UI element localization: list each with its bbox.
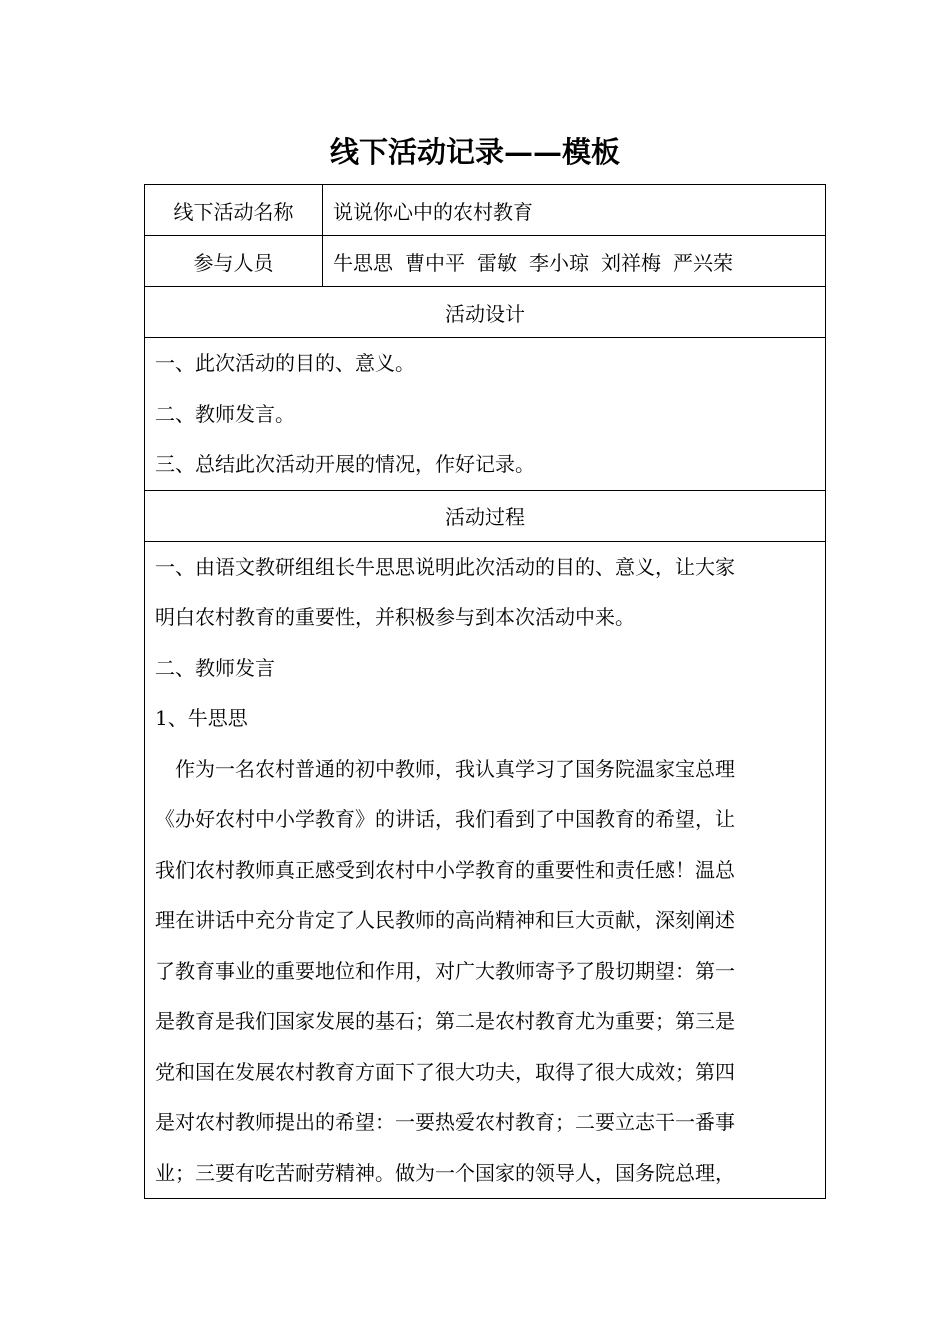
participant-name: 曹中平 xyxy=(405,250,465,275)
activity-name-label: 线下活动名称 xyxy=(145,185,323,236)
process-line: 一、由语文教研组组长牛思思说明此次活动的目的、意义，让大家 xyxy=(155,554,735,579)
process-content xyxy=(145,541,826,1199)
process-line: 我们农村教师真正感受到农村中小学教育的重要性和责任感！温总 xyxy=(155,857,735,882)
process-line: 《办好农村中小学教育》的讲话，我们看到了中国教育的希望，让 xyxy=(155,807,735,831)
process-line: 党和国在发展农村教育方面下了很大功夫，取得了很大成效；第四 xyxy=(155,1059,735,1084)
participant-name: 牛思思 xyxy=(333,250,393,275)
participant-name: 刘祥梅 xyxy=(601,250,661,275)
process-line: 作为一名农村普通的初中教师，我认真学习了国务院温家宝总理 xyxy=(175,756,735,781)
process-line: 二、教师发言 xyxy=(155,655,275,680)
design-item: 一、此次活动的目的、意义。 xyxy=(155,351,415,375)
process-line: 了教育事业的重要地位和作用，对广大教师寄予了殷切期望：第一 xyxy=(155,958,735,983)
process-line: 业；三要有吃苦耐劳精神。做为一个国家的领导人，国务院总理， xyxy=(155,1160,735,1185)
design-heading-row xyxy=(145,287,826,338)
process-content-row xyxy=(145,541,826,1199)
participant-name: 严兴荣 xyxy=(673,250,733,275)
design-content xyxy=(145,338,826,491)
participants-row xyxy=(145,236,826,287)
participant-name: 雷敏 xyxy=(477,250,517,275)
process-line: 是对农村教师提出的希望：一要热爱农村教育；二要立志干一番事 xyxy=(155,1110,735,1134)
design-content-row xyxy=(145,338,826,491)
process-line: 是教育是我们国家发展的基石；第二是农村教育尤为重要；第三是 xyxy=(155,1009,735,1033)
activity-name-row xyxy=(145,185,826,236)
design-heading: 活动设计 xyxy=(145,287,826,338)
participants-value xyxy=(323,236,826,287)
process-line: 明白农村教育的重要性，并积极参与到本次活动中来。 xyxy=(155,605,635,629)
participant-name: 李小琼 xyxy=(529,250,589,275)
activity-name-value: 说说你心中的农村教育 xyxy=(323,185,826,236)
process-heading: 活动过程 xyxy=(145,490,826,541)
design-item: 二、教师发言。 xyxy=(155,401,295,426)
activity-record-table xyxy=(144,184,826,1199)
participants-label: 参与人员 xyxy=(145,236,323,287)
process-line: 理在讲话中充分肯定了人民教师的高尚精神和巨大贡献，深刻阐述 xyxy=(155,908,735,932)
design-item: 三、总结此次活动开展的情况，作好记录。 xyxy=(155,452,535,476)
process-heading-row xyxy=(145,490,826,541)
process-line: 1、牛思思 xyxy=(155,706,248,730)
page-title: 线下活动记录——模板 xyxy=(329,135,620,169)
